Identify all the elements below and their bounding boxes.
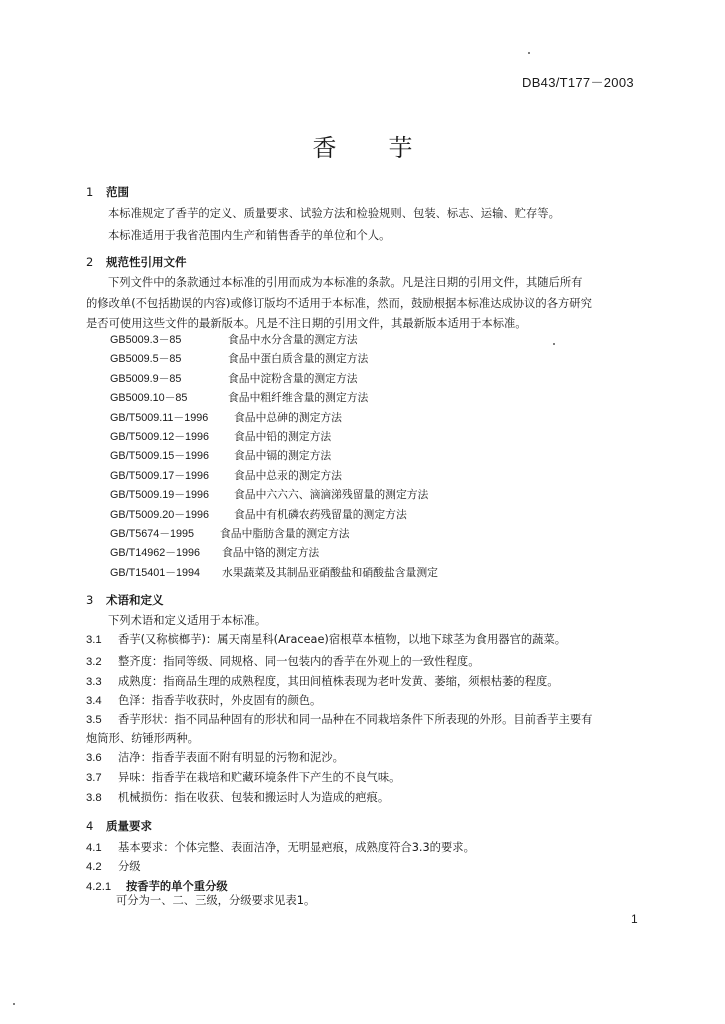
quality-item: 4.2 分级 (86, 860, 141, 873)
section-4-number: 4 (86, 819, 94, 833)
definition-item: 3.1 香芋(又称槟榔芋)：属天南星科(Araceae)宿根草本植物，以地下球茎为食用器官的蔬菜。 (86, 633, 567, 646)
section-1-title: 范围 (106, 185, 129, 199)
section-3-heading (86, 592, 164, 608)
definition-item-continuation: 炮筒形、纺锤形两种。 (86, 732, 199, 745)
page-number: 1 (631, 912, 638, 926)
standard-code: DB43/T177－2003 (522, 75, 634, 90)
section-1-number: 1 (86, 185, 94, 199)
quality-subheading: 4.2.1 按香芋的单个重分级 (86, 880, 228, 893)
section-4-title: 质量要求 (106, 819, 152, 833)
quality-item: 4.1 基本要求：个体完整、表面洁净，无明显疤痕，成熟度符合3.3的要求。 (86, 841, 475, 854)
definition-item: 3.8 机械损伤：指在收获、包装和搬运时人为造成的疤痕。 (86, 791, 390, 804)
section-2-title: 规范性引用文件 (106, 255, 187, 269)
reference-item: GB/T5009.11－1996 食品中总砷的测定方法 (110, 410, 342, 424)
reference-item: GB5009.5－85 食品中蛋白质含量的测定方法 (110, 352, 369, 366)
definition-item: 3.5 香芋形状：指不同品种固有的形状和同一品种在不同栽培条件下所表现的外形。目前香芋主要有 (86, 713, 593, 726)
reference-item: GB/T5674－1995 食品中脂肪含量的测定方法 (110, 526, 350, 540)
reference-item: GB/T5009.15－1996 食品中镉的测定方法 (110, 449, 332, 463)
section-2-intro-line-1: 下列文件中的条款通过本标准的引用而成为本标准的条款。凡是注日期的引用文件，其随后所有 (108, 276, 583, 289)
definition-item: 3.4 色泽：指香芋收获时，外皮固有的颜色。 (86, 694, 322, 707)
reference-item: GB/T14962－1996 食品中铬的测定方法 (110, 546, 320, 560)
section-3-title: 术语和定义 (106, 593, 164, 607)
section-2-intro-line-2: 的修改单(不包括勘误的内容)或修订版均不适用于本标准，然而，鼓励根据本标准达成协议的各方研究 (86, 297, 592, 310)
section-2-intro-line-3: 是否可使用这些文件的最新版本。凡是不注日期的引用文件，其最新版本适用于本标准。 (86, 317, 527, 330)
section-2-heading (86, 254, 187, 270)
normative-reference-list (110, 330, 438, 582)
section-1-heading (86, 184, 129, 200)
reference-item: GB5009.9－85 食品中淀粉含量的测定方法 (110, 371, 358, 385)
reference-item: GB5009.3－85 食品中水分含量的测定方法 (110, 333, 358, 346)
section-3-intro: 下列术语和定义适用于本标准。 (108, 614, 267, 627)
definition-item: 3.3 成熟度：指商品生理的成熟程度，其田间植株表现为老叶发黄、萎缩，须根枯萎的程度。 (86, 675, 559, 688)
section-2-number: 2 (86, 255, 94, 269)
section-1-paragraph-2: 本标准适用于我省范围内生产和销售香芋的单位和个人。 (108, 229, 391, 242)
definition-item: 3.2 整齐度：指同等级、同规格、同一包装内的香芋在外观上的一致性程度。 (86, 655, 480, 668)
quality-grading-paragraph: 可分为一、二、三级，分级要求见表1。 (116, 894, 316, 907)
reference-item: GB/T15401－1994 水果蔬菜及其制品亚硝酸盐和硝酸盐含量测定 (110, 565, 438, 579)
scan-speck (553, 343, 555, 345)
reference-item: GB/T5009.12－1996 食品中铅的测定方法 (110, 429, 332, 443)
reference-item: GB/T5009.20－1996 食品中有机磷农药残留量的测定方法 (110, 507, 407, 521)
scan-speck (528, 52, 530, 54)
section-4-heading (86, 818, 152, 834)
section-3-number: 3 (86, 593, 94, 607)
reference-item: GB5009.10－85 食品中粗纤维含量的测定方法 (110, 391, 369, 405)
definition-item: 3.7 异味：指香芋在栽培和贮藏环境条件下产生的不良气味。 (86, 771, 401, 784)
document-title: 香芋 (312, 134, 465, 162)
reference-item: GB/T5009.17－1996 食品中总汞的测定方法 (110, 468, 342, 482)
section-1-paragraph-1: 本标准规定了香芋的定义、质量要求、试验方法和检验规则、包装、标志、运输、贮存等。 (108, 207, 560, 220)
reference-item: GB/T5009.19－1996 食品中六六六、滴滴涕残留量的测定方法 (110, 488, 429, 502)
scan-speck (13, 1003, 15, 1005)
definition-item: 3.6 洁净：指香芋表面不附有明显的污物和泥沙。 (86, 751, 344, 764)
